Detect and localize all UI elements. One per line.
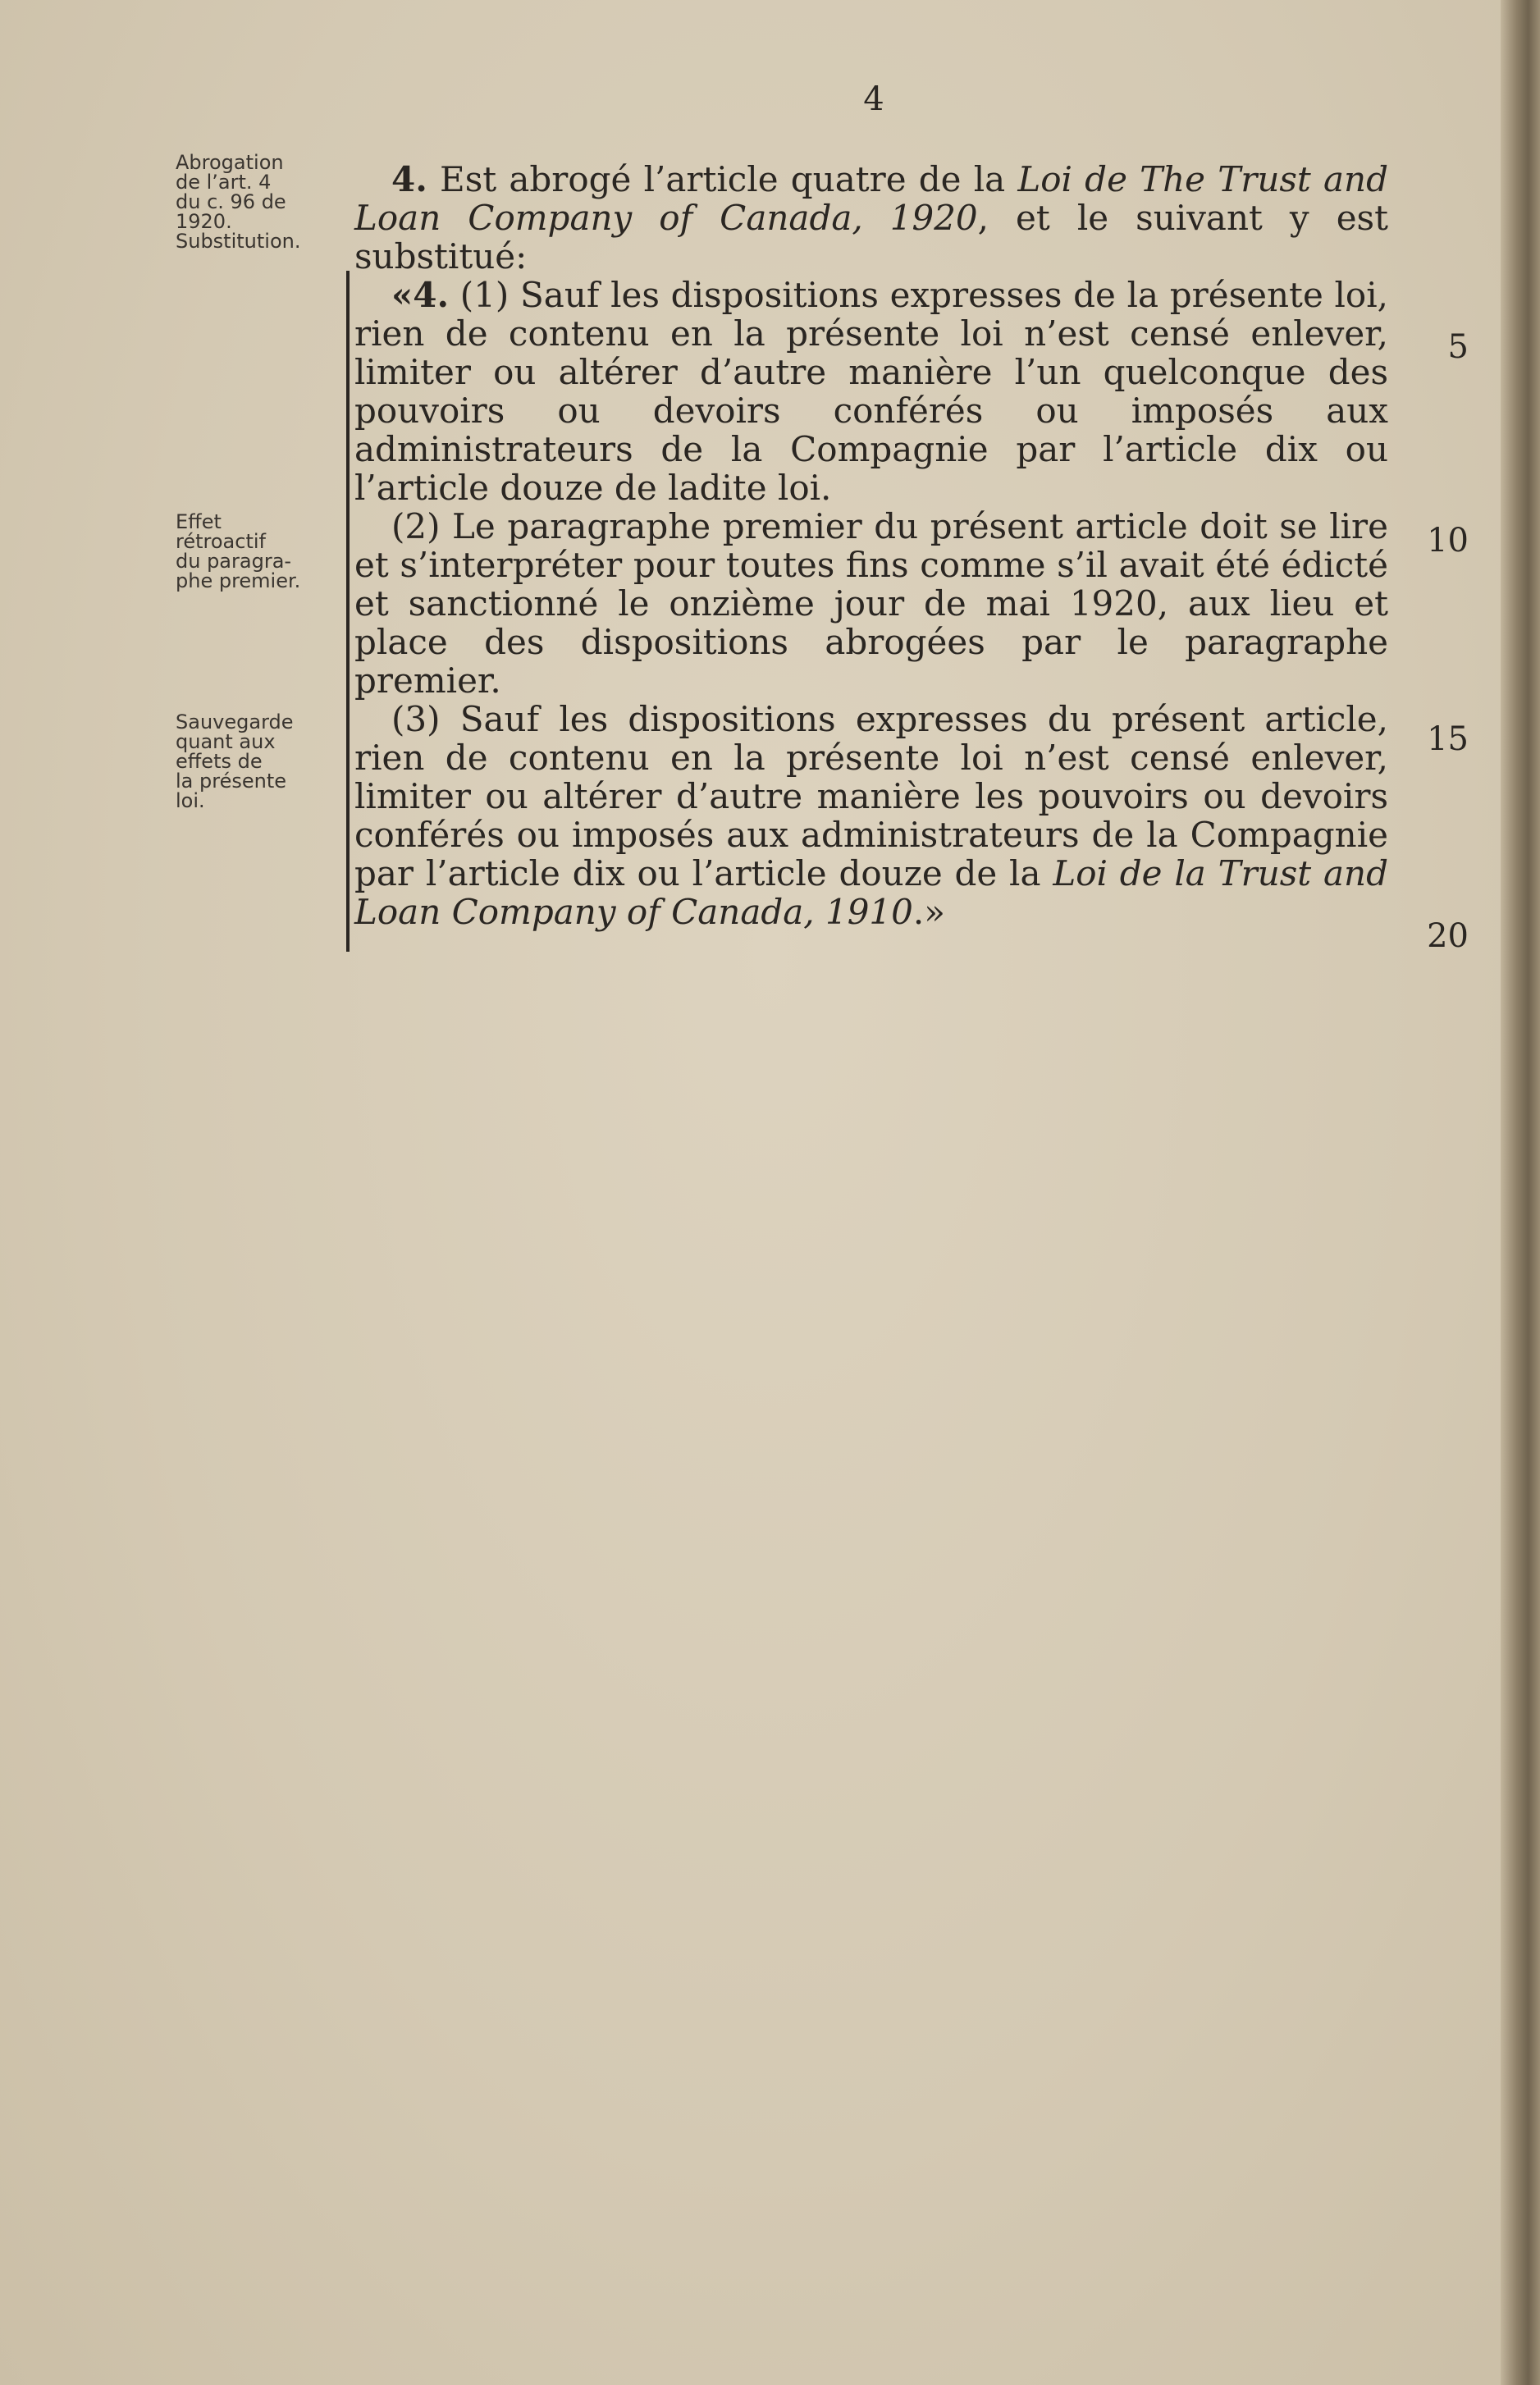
subsection-3-text: (3) Sauf les dispositions expresses du présent article, rien de contenu en la présente loi n’est censé enlever, limiter ou altérer d’autre manière les pouvoirs ou devoirs conférés ou imposés aux administrateurs de la Compagnie par l’article dix ou l’article douze de la <box>354 699 1388 893</box>
margin-note-sauvegarde: Sauvegarde quant aux effets de la présente loi. <box>176 710 294 812</box>
line-number-20: 20 <box>1427 917 1469 955</box>
line-number-5: 5 <box>1447 328 1469 366</box>
subsection-3-end: .» <box>912 892 945 932</box>
article-number: 4. <box>391 159 427 199</box>
subsection-2-text: (2) Le paragraphe premier du présent article doit se lire et s’interpréter pour toutes fins comme s’il avait été édicté et sanctionné le onzième jour de mai 1920, aux lieu et place des dispositions abrogées par le paragraphe premier. <box>354 506 1388 701</box>
subsection-1-number: «4. <box>391 275 450 315</box>
book-page-edge <box>1501 0 1540 2385</box>
intro-act-title: Loi de The Trust and Loan Company of Canada, 1920 <box>354 159 1388 238</box>
vertical-rule <box>346 271 350 952</box>
subsection-2 <box>354 507 1388 700</box>
subsection-3-act-title: Loi de la Trust and Loan Company of Canada, 1910 <box>354 853 1388 932</box>
article-intro-paragraph <box>354 160 1388 276</box>
subsection-1-text: (1) Sauf les dispositions expresses de la présente loi, rien de contenu en la présente loi n’est censé enlever, limiter ou altérer d’autre manière l’un quelconque des pouvoirs ou devoirs conférés ou imposés aux administrateurs de la Compagnie par l’article dix ou l’article douze de ladite loi. <box>354 275 1388 508</box>
intro-text-a: Est abrogé l’article quatre de la <box>427 159 1018 199</box>
subsection-1 <box>354 276 1388 507</box>
line-number-15: 15 <box>1427 720 1469 758</box>
line-number-10: 10 <box>1427 522 1469 560</box>
margin-note-effet-retroactif: Effet rétroactif du paragra- phe premier. <box>176 510 301 592</box>
page-number: 4 <box>863 80 884 118</box>
article-body <box>354 160 1388 931</box>
intro-text-b: , et le suivant y est substitué: <box>354 198 1388 276</box>
margin-note-abrogation: Abrogation de l’art. 4 du c. 96 de 1920. Substitution. <box>176 151 301 253</box>
subsection-3 <box>354 700 1388 931</box>
